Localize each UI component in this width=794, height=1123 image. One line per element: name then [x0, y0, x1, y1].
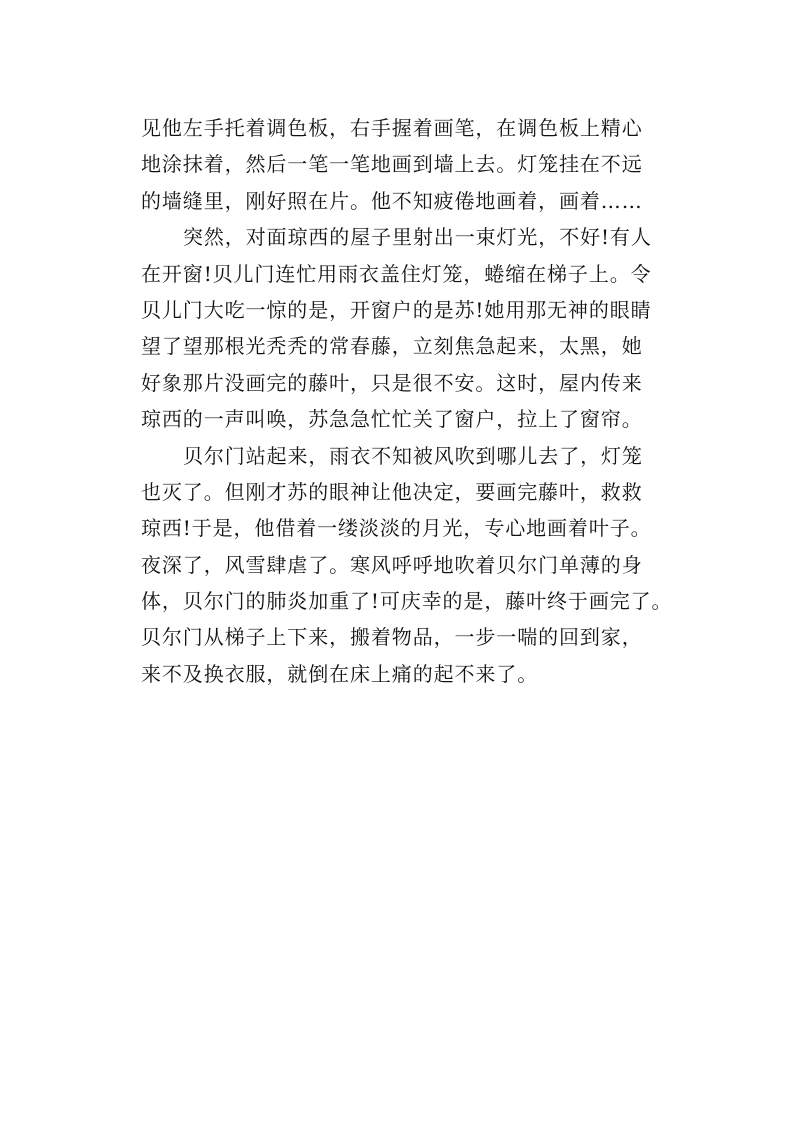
text-line: 也灭了。但刚才苏的眼神让他决定，要画完藤叶，救救 — [141, 479, 643, 504]
text-line: 贝儿门大吃一惊的是，开窗户的是苏!她用那无神的眼睛 — [141, 297, 652, 322]
text-line: 好象那片没画完的藤叶，只是很不安。这时，屋内传来 — [141, 370, 643, 395]
story-text — [141, 110, 681, 692]
text-line: 夜深了，风雪肆虐了。寒风呼呼地吹着贝尔门单薄的身 — [141, 552, 643, 577]
text-line: 地涂抹着，然后一笔一笔地画到墙上去。灯笼挂在不远 — [141, 152, 643, 177]
text-line: 望了望那根光秃秃的常春藤，立刻焦急起来，太黑，她 — [141, 334, 643, 359]
text-line: 琼西!于是，他借着一缕淡淡的月光，专心地画着叶子。 — [141, 516, 652, 541]
text-line: 体，贝尔门的肺炎加重了!可庆幸的是，藤叶终于画完了。 — [141, 589, 673, 614]
paragraph-start-line: 贝尔门站起来，雨衣不知被风吹到哪儿去了，灯笼 — [183, 443, 643, 468]
text-line: 见他左手托着调色板，右手握着画笔，在调色板上精心 — [141, 116, 643, 140]
text-line: 贝尔门从梯子上下来，搬着物品，一步一喘的回到家， — [141, 625, 643, 650]
text-line: 来不及换衣服，就倒在床上痛的起不来了。 — [141, 661, 539, 686]
text-line: 的墙缝里，刚好照在片。他不知疲倦地画着，画着…… — [141, 188, 643, 213]
paragraph-start-line: 突然，对面琼西的屋子里射出一束灯光，不好!有人 — [183, 225, 652, 250]
text-line: 在开窗!贝儿门连忙用雨衣盖住灯笼，蜷缩在梯子上。令 — [141, 261, 652, 286]
text-line: 琼西的一声叫唤，苏急急忙忙关了窗户，拉上了窗帘。 — [141, 407, 643, 432]
